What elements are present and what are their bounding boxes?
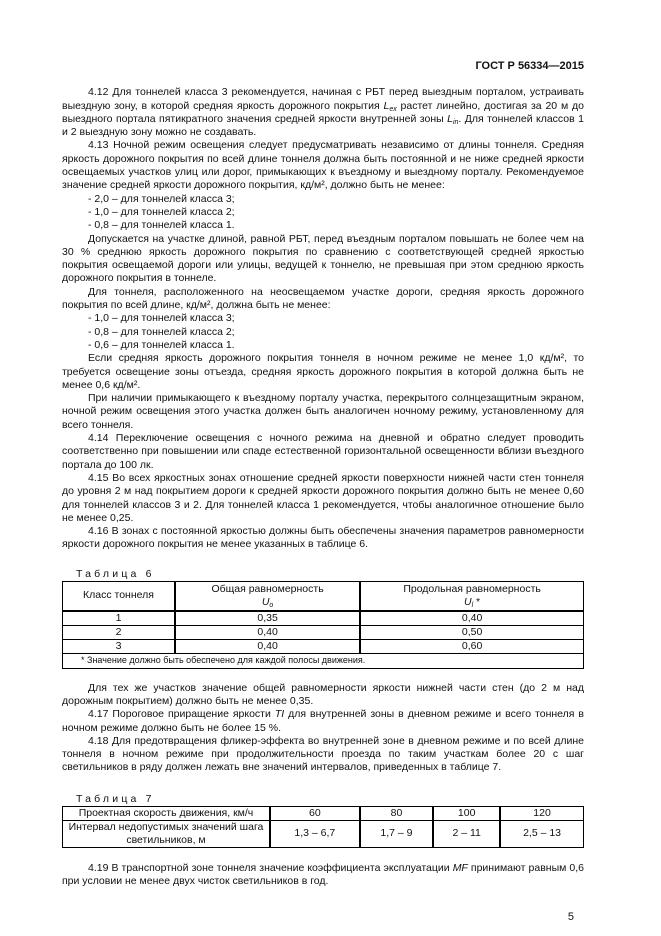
paragraph-4-18: 4.18 Для предотвращения фликер-эффекта во внутренней зоне в дневном режиме и по всей длине тоннеля в ночном режиме при продолжительности проезда по таким участкам более 20 с шаг светильников в ряду должен лежать вне значений интервалов, приведенных в таблице 7. <box>62 734 584 774</box>
header-class: Класс тоннеля <box>63 581 176 611</box>
header-longitudinal-uniformity: Продольная равномерность $U_l$ * <box>360 581 583 611</box>
table-7 <box>62 806 584 848</box>
list-item: - 0,8 – для тоннелей класса 2; <box>88 325 235 338</box>
cell: 2 <box>63 625 176 639</box>
table-footnote-row <box>63 653 584 668</box>
cell: 1,7 – 9 <box>360 820 434 847</box>
page-number: 5 <box>567 911 574 924</box>
row-label: Интервал недопустимых значений шага светильников, м <box>63 820 271 847</box>
cell: 0,40 <box>360 611 583 626</box>
cell: 100 <box>433 806 500 820</box>
list-item: - 0,6 – для тоннелей класса 1. <box>88 338 235 351</box>
paragraph-4-17: 4.17 Пороговое приращение яркости TI для внутренней зоны в дневном режиме и всего тоннеля в ночном режиме должно быть не более 15 %. <box>62 708 585 734</box>
table-6 <box>62 581 584 669</box>
cell: 0,50 <box>360 625 583 639</box>
paragraph-4-16: 4.16 В зонах с постоянной яркостью должны быть обеспечены значения параметров равномерности яркости дорожного покрытия не менее указанных в таблице 6. <box>62 525 584 551</box>
table-row <box>63 806 584 820</box>
paragraph-4-12 <box>62 86 584 139</box>
paragraph-4-14: 4.14 Переключение освещения с ночного режима на дневной и обратно следует проводить соответственно при повышении или спаде естественной горизонтальной освещенности вблизи въездного портала до 100 лк. <box>62 432 584 471</box>
cell: 2,5 – 13 <box>500 820 583 847</box>
cell: 3 <box>63 639 176 653</box>
cell: 0,35 <box>175 611 360 626</box>
paragraph-4-19: 4.19 В транспортной зоне тоннеля значение коэффициента эксплуатации MF принимают равным 0,6 при условии не менее двух чисток светильников в год. <box>62 861 584 888</box>
list-item: - 0,8 – для тоннелей класса 1. <box>88 219 235 232</box>
symbol-mf: MF <box>452 861 468 874</box>
paragraph-4-15: 4.15 Во всех яркостных зонах отношение средней яркости поверхности нижней части стен тоннеля до уровня 2 м над покрытием дороги к средней яркости дорожного покрытия должно быть не менее 0,60 для тоннелей классов 3 и 2. Для тоннелей класса 1 рекомендуется, чтобы аналогичное отношение было не менее 0,25. <box>62 471 584 524</box>
paragraph-screen: При наличии примыкающего к въездному порталу участка, перекрытого солнцезащитным экраном, ночной режим освещения этого участка должен быть аналогичен ночному режиму, установленному для всего тоннеля. <box>62 392 584 431</box>
footnote: * Значение должно быть обеспечено для каждой полосы движения. <box>63 653 584 668</box>
cell: 80 <box>360 806 434 820</box>
cell: 1,3 – 6,7 <box>270 820 360 847</box>
row-label: Проектная скорость движения, км/ч <box>63 806 271 820</box>
cell: 60 <box>270 806 360 820</box>
cell: 120 <box>500 806 583 820</box>
paragraph-if: Если средняя яркость дорожного покрытия тоннеля в ночном режиме не менее 1,0 кд/м², то требуется освещение зоны отъезда, средняя яркость дорожного покрытия в которой должна быть не менее 0,6 кд/м². <box>62 352 584 391</box>
cell: 0,40 <box>175 625 360 639</box>
paragraph-4-13: 4.13 Ночной режим освещения следует предусматривать независимо от длины тоннеля. Средняя яркость дорожного покрытия по всей длине тоннеля должна быть постоянной и не ниже средней яркости освещаемых участков улиц или дорог, примыкающих к въездному и выездному порталу. Рекомендуемое значение средней яркости дорожного покрытия, кд/м², должно быть не менее: <box>62 139 584 192</box>
cell: 0,40 <box>175 639 360 653</box>
paragraph-unlit: Для тоннеля, расположенного на неосвещаемом участке дороги, средняя яркость дорожного покрытия по всей длине, кд/м², должна быть не менее: <box>62 285 584 312</box>
table-row <box>63 625 584 639</box>
document-code: ГОСТ Р 56334—2015 <box>475 60 584 72</box>
list-item: - 2,0 – для тоннелей класса 3; <box>88 192 235 205</box>
symbol-ti: TI <box>274 708 285 721</box>
cell: 2 – 11 <box>433 820 500 847</box>
text: 4.12 Для тоннелей класса 3 рекомендуется, начиная с РБТ перед выездным порталом, устраивать выездную зону, в которой средняя яркость дорожного покрытия <box>62 86 584 112</box>
table-7-caption: Таблица 7 <box>76 792 155 805</box>
symbol-l-in: $L_{in}$ <box>447 112 459 126</box>
symbol-l-ex: $L_{ex}$ <box>383 99 397 113</box>
table-row <box>63 820 584 847</box>
header-overall-uniformity: Общая равномерность $U_o$ <box>175 581 360 611</box>
table-6-caption: Таблица 6 <box>76 567 155 580</box>
cell: 1 <box>63 611 176 626</box>
paragraph-walls: Для тех же участков значение общей равномерности яркости нижней части стен (до 2 м над дорожным покрытием) должно быть не менее 0,35. <box>62 681 584 707</box>
cell: 0,60 <box>360 639 583 653</box>
text: растет линейно, достигая за 20 м до выездного портала пятикратного значения средней яркости внутренней зоны <box>62 99 584 125</box>
table-row <box>63 611 584 626</box>
list-item: - 1,0 – для тоннелей класса 3; <box>88 312 235 325</box>
paragraph-allow: Допускается на участке длиной, равной РБТ, перед въездным порталом повышать не более чем на 30 % среднюю яркость дорожного покрытия по сравнению с соответствующей средней яркостью покрытия освещаемой дороги или улицы, ведущей к тоннелю, не превышая при этом среднюю яркость дорожного покрытия в тоннеле. <box>62 232 584 285</box>
table-header-row <box>63 581 584 611</box>
table-row <box>63 639 584 653</box>
list-item: - 1,0 – для тоннелей класса 2; <box>88 205 235 218</box>
document-page <box>62 0 584 924</box>
text: . Для тоннелей классов 1 и 2 выездную зону можно не создавать. <box>62 112 584 139</box>
